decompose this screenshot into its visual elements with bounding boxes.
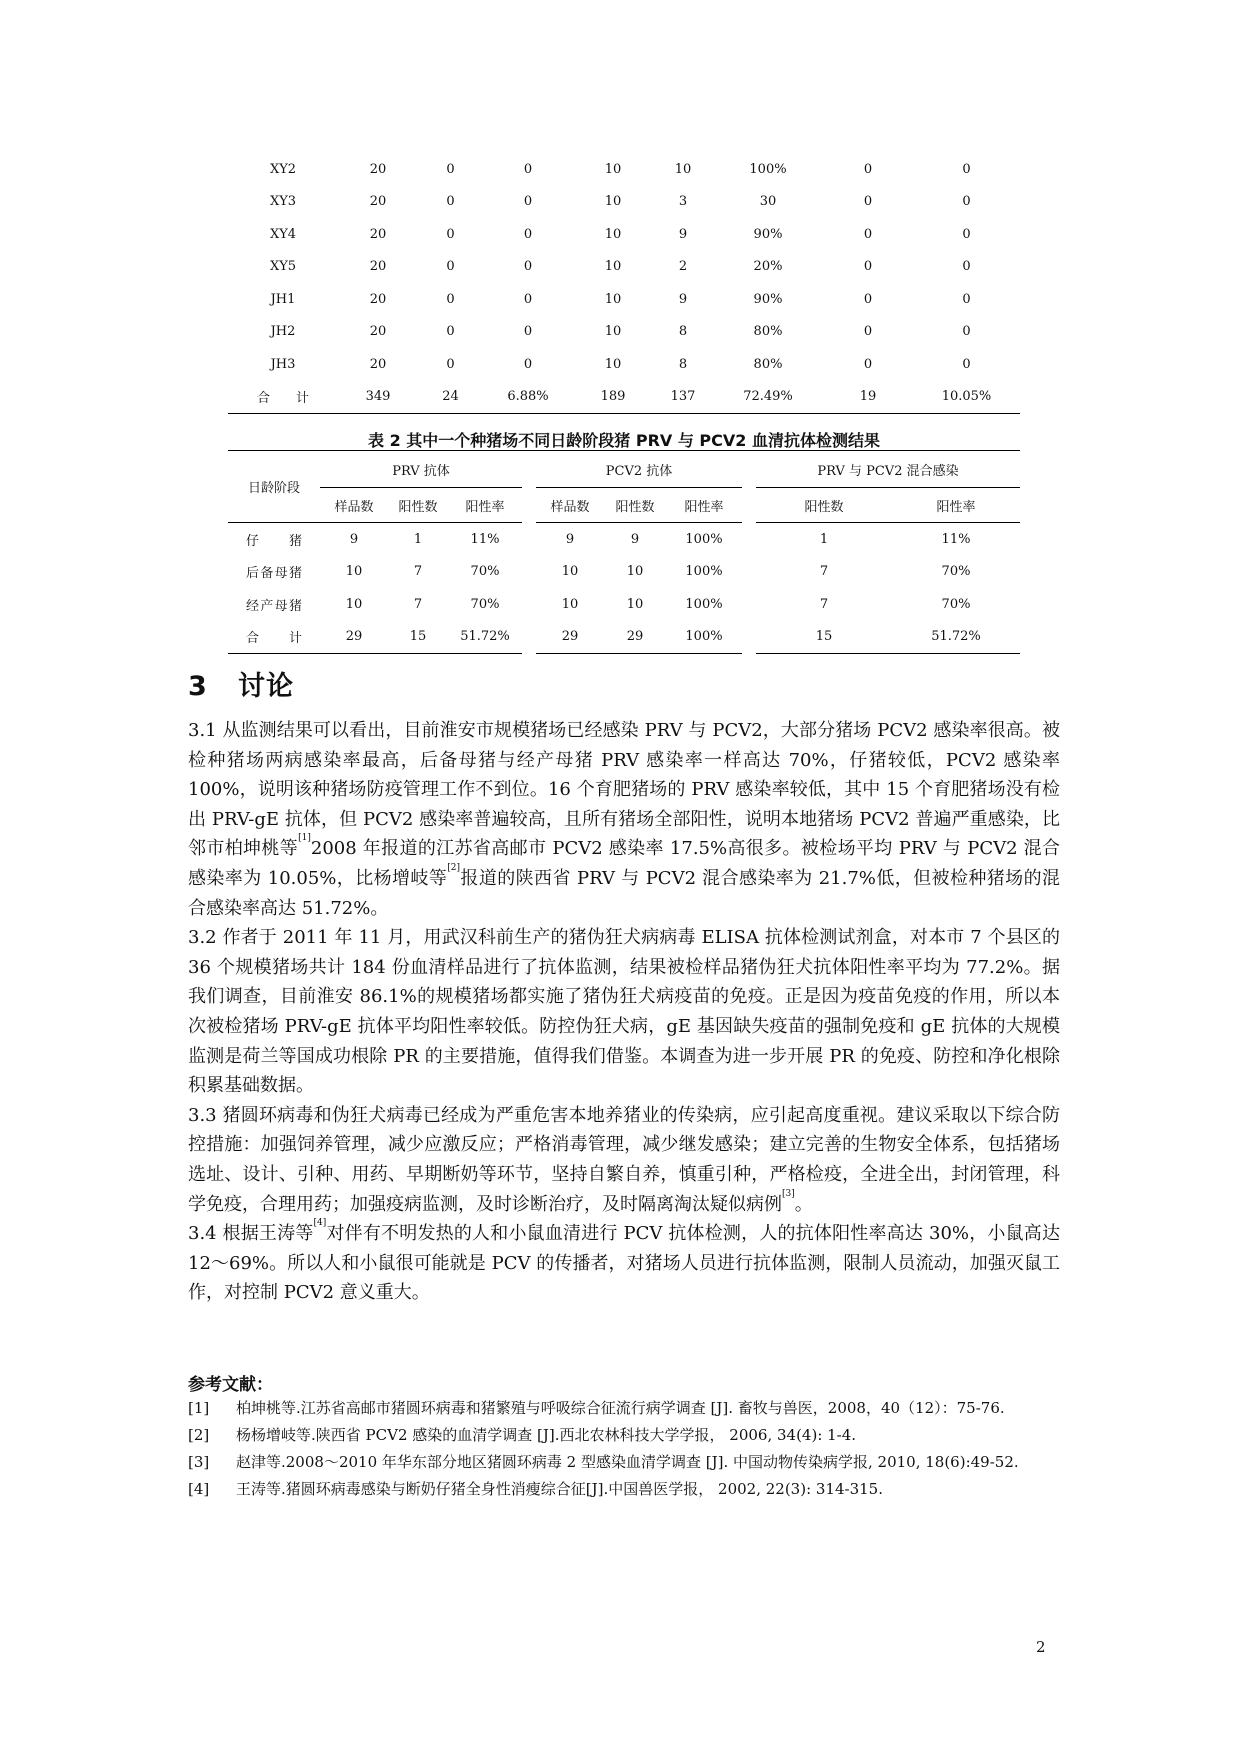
table2-cell: 15 bbox=[756, 621, 892, 654]
table2-cell: 70% bbox=[470, 596, 500, 612]
table1-farm-cell: XY3 bbox=[269, 194, 297, 210]
table2-stage-cell: 合计 bbox=[228, 621, 320, 654]
table2-cell: 29 bbox=[320, 621, 388, 654]
table2-subheader: 阳性数 bbox=[388, 488, 448, 523]
table2-stage-cell: 仔猪 bbox=[246, 533, 302, 549]
discussion-body bbox=[188, 716, 1060, 1308]
table1-cell: 20 bbox=[369, 291, 387, 307]
table2-row bbox=[228, 588, 1020, 621]
table2-cell: 7 bbox=[413, 596, 423, 612]
table2-cell: 10 bbox=[626, 596, 644, 612]
table1-cell: 10 bbox=[674, 161, 692, 177]
table1-cell: 100% bbox=[749, 161, 787, 177]
paragraph-3-1 bbox=[188, 716, 1060, 923]
reference-item bbox=[188, 1450, 1060, 1474]
table1-cell: 0 bbox=[446, 356, 455, 372]
table1-farm-cell: XY5 bbox=[269, 259, 297, 275]
reference-number: [3] bbox=[188, 1453, 210, 1471]
table2-subheader: 阳性数 bbox=[604, 488, 666, 523]
table2-row bbox=[228, 621, 1020, 654]
page-number: 2 bbox=[1036, 1638, 1046, 1656]
table1-row bbox=[228, 316, 1020, 349]
table2-cell: 7 bbox=[819, 564, 829, 580]
table1-cell: 6.88% bbox=[483, 381, 573, 414]
table1-cell: 3 bbox=[678, 194, 688, 210]
table2 bbox=[228, 450, 1020, 654]
table2-cell: 70% bbox=[470, 564, 500, 580]
table1-cell: 10 bbox=[604, 226, 622, 242]
table1-cell: 10 bbox=[604, 161, 622, 177]
table1-farm-cell: JH3 bbox=[270, 356, 296, 372]
table1-cell: 80% bbox=[753, 324, 783, 340]
table1-cell: 0 bbox=[863, 324, 873, 340]
paragraph-text: 。 bbox=[794, 1193, 813, 1215]
table1-row bbox=[228, 283, 1020, 316]
table2-cell: 10 bbox=[626, 564, 644, 580]
table1-cell: 0 bbox=[446, 226, 455, 242]
table1-cell: 72.49% bbox=[713, 381, 823, 414]
table2-cell: 70% bbox=[941, 596, 971, 612]
citation-ref: [4] bbox=[313, 1218, 327, 1229]
table2-cell: 10 bbox=[345, 564, 363, 580]
table1-cell: 9 bbox=[678, 226, 688, 242]
table1-cell: 137 bbox=[653, 381, 713, 414]
table2-subheader: 阳性率 bbox=[448, 488, 522, 523]
table1-cell: 10 bbox=[604, 259, 622, 275]
table1-cell: 0 bbox=[962, 226, 971, 242]
table2-cell: 11% bbox=[941, 531, 971, 547]
table1-farm-cell: JH2 bbox=[270, 324, 296, 340]
table1-cell: 2 bbox=[678, 259, 688, 275]
table2-stage-cell: 后备母猪 bbox=[246, 566, 302, 582]
table2-cell: 10 bbox=[345, 596, 363, 612]
table1-cell: 0 bbox=[962, 194, 971, 210]
table2-cell: 7 bbox=[819, 596, 829, 612]
reference-number: [4] bbox=[188, 1480, 210, 1498]
section-number: 3 bbox=[188, 671, 208, 702]
paragraph-text: 3.3 猪圆环病毒和伪狂犬病毒已经成为严重危害本地养猪业的传染病，应引起高度重视。建议采取以下综合防控措施：加强饲养管理，减少应激反应；严格消毒管理，减少继发感染；建立完善的生物安全体系，包括猪场选址、设计、引种、用药、早期断奶等环节，坚持自繁自养，慎重引种，严格检疫，全进全出，封闭管理，科学免疫，合理用药；加强疫病监测，及时诊断治疗，及时隔离淘汰疑似病例 bbox=[188, 1104, 1060, 1215]
section-title: 讨论 bbox=[238, 671, 294, 702]
references-list bbox=[188, 1396, 1060, 1504]
table1-cell: 0 bbox=[962, 161, 971, 177]
reference-text: 王涛等.猪圆环病毒感染与断奶仔猪全身性消瘦综合征[J].中国兽医学报， 2002, 22(3): 314-315. bbox=[236, 1480, 883, 1498]
table1-cell: 0 bbox=[863, 194, 873, 210]
table1-cell: 8 bbox=[678, 324, 688, 340]
table1-cell: 8 bbox=[678, 356, 688, 372]
table1-cell: 10 bbox=[604, 194, 622, 210]
reference-text: 杨杨增岐等.陕西省 PCV2 感染的血清学调查 [J].西北农林科技大学学报， 2006, 34(4): 1-4. bbox=[236, 1426, 857, 1444]
table2-cell: 15 bbox=[388, 621, 448, 654]
reference-item bbox=[188, 1396, 1060, 1420]
table2-stage-header: 日龄阶段 bbox=[228, 451, 320, 523]
table1-cell: 0 bbox=[523, 161, 533, 177]
table1-row bbox=[228, 381, 1020, 414]
table2-subheader: 样品数 bbox=[320, 488, 388, 523]
table1-cell: 0 bbox=[523, 259, 533, 275]
table1-cell: 10.05% bbox=[913, 381, 1020, 414]
table1-cell: 20 bbox=[369, 356, 387, 372]
table2-cell: 9 bbox=[349, 531, 359, 547]
table1-cell: 80% bbox=[753, 356, 783, 372]
paragraph-3-3 bbox=[188, 1101, 1060, 1219]
citation-ref: [3] bbox=[782, 1188, 795, 1199]
table1-continuation bbox=[228, 153, 1020, 414]
table1-cell: 0 bbox=[446, 194, 455, 210]
paragraph-text: 对伴有不明发热的人和小鼠血清进行 PCV 抗体检测，人的抗体阳性率高达 30%，小鼠高达 12～69%。所以人和小鼠很可能就是 PCV 的传播者，对猪场人员进行抗体监测，限制人员流动，加强灭鼠工作，对控制 PCV2 意义重大。 bbox=[188, 1223, 1060, 1304]
table1 bbox=[228, 153, 1020, 414]
table2-cell: 29 bbox=[536, 621, 604, 654]
table1-farm-cell: XY4 bbox=[269, 226, 297, 242]
table1-row bbox=[228, 186, 1020, 219]
table2-cell: 9 bbox=[565, 531, 575, 547]
table1-cell: 0 bbox=[446, 324, 455, 340]
table2-group-prv: PRV 抗体 bbox=[320, 451, 522, 488]
reference-number: [2] bbox=[188, 1426, 210, 1444]
table1-cell: 0 bbox=[446, 259, 455, 275]
table1-cell: 0 bbox=[523, 226, 533, 242]
table2-cell: 29 bbox=[604, 621, 666, 654]
table2-row bbox=[228, 523, 1020, 556]
table2-group-pcv2: PCV2 抗体 bbox=[536, 451, 742, 488]
table1-cell: 0 bbox=[523, 291, 533, 307]
paragraph-text: 报道的陕西省 PRV 与 PCV2 混合感染率为 21.7%低，但被检种猪场的混合感染率高达 51.72%。 bbox=[188, 867, 1060, 919]
table1-cell: 20 bbox=[369, 194, 387, 210]
table1-cell: 30 bbox=[759, 194, 777, 210]
table1-cell: 0 bbox=[523, 324, 533, 340]
paragraph-text: 3.4 根据王涛等 bbox=[188, 1223, 314, 1245]
table1-cell: 20 bbox=[369, 161, 387, 177]
table2-cell: 1 bbox=[413, 531, 423, 547]
table2-subheader: 阳性率 bbox=[666, 488, 742, 523]
table1-cell: 0 bbox=[962, 324, 971, 340]
table2-subheader: 阳性率 bbox=[892, 488, 1020, 523]
table1-farm-cell: JH1 bbox=[270, 291, 296, 307]
table1-cell: 0 bbox=[863, 291, 873, 307]
table1-row bbox=[228, 153, 1020, 186]
table1-cell: 90% bbox=[753, 226, 783, 242]
table1-cell: 9 bbox=[678, 291, 688, 307]
table2-cell: 70% bbox=[941, 564, 971, 580]
table1-cell: 20 bbox=[369, 259, 387, 275]
paragraph-3-2: 3.2 作者于 2011 年 11 月，用武汉科前生产的猪伪狂犬病病毒 ELISA 抗体检测试剂盒，对本市 7 个县区的 36 个规模猪场共计 184 份血清样品进行了抗体监测，结果被检样品猪伪狂犬抗体阳性率平均为 77.2%。据我们调查，目前淮安 86.1%的规模猪场都实施了猪伪狂犬病疫苗的免疫。正是因为疫苗免疫的作用，所以本次被检猪场 PRV-gE 抗体平均阳性率较低。防控伪狂犬病，gE 基因缺失疫苗的强制免疫和 gE 抗体的大规模监测是荷兰等国成功根除 PR 的主要措施，值得我们借鉴。本调查为进一步开展 PR 的免疫、防控和净化根除积累基础数据。 bbox=[188, 927, 1060, 1097]
table2-grid bbox=[228, 450, 1020, 654]
table2-cell: 9 bbox=[630, 531, 640, 547]
table1-cell: 0 bbox=[523, 356, 533, 372]
table1-cell: 20 bbox=[369, 324, 387, 340]
table1-cell: 24 bbox=[418, 381, 483, 414]
table2-row bbox=[228, 556, 1020, 589]
references-title: 参考文献： bbox=[188, 1375, 273, 1395]
table2-cell: 7 bbox=[413, 564, 423, 580]
paragraph-text: 3.1 从监测结果可以看出，目前淮安市规模猪场已经感染 PRV 与 PCV2，大部分猪场 PCV2 感染率很高。被检种猪场两病感染率最高，后备母猪与经产母猪 PRV 感染率一样高达 70%，仔猪较低，PCV2 感染率 100%，说明该种猪场防疫管理工作不到位。16 个育肥猪场的 PRV 感染率较低，其中 15 个育肥猪场没有检出 PRV-gE 抗体，但 PCV2 感染率普遍较高，且所有猪场全部阳性，说明本地猪场 PCV2 普遍严重感染，比邻市柏坤桃等 bbox=[188, 720, 1060, 860]
section-heading bbox=[188, 664, 294, 703]
table1-cell: 90% bbox=[753, 291, 783, 307]
table2-stage-cell: 经产母猪 bbox=[246, 598, 302, 614]
reference-text: 赵津等.2008～2010 年华东部分地区猪圆环病毒 2 型感染血清学调查 [J]. 中国动物传染病学报, 2010, 18(6):49-52. bbox=[236, 1453, 1019, 1471]
table1-cell: 19 bbox=[823, 381, 913, 414]
table1-cell: 0 bbox=[962, 259, 971, 275]
table1-cell: 0 bbox=[523, 194, 533, 210]
citation-ref: [2] bbox=[447, 862, 461, 873]
table2-cell: 100% bbox=[685, 564, 723, 580]
table1-cell: 0 bbox=[446, 161, 455, 177]
table2-cell: 11% bbox=[470, 531, 500, 547]
table1-cell: 189 bbox=[573, 381, 653, 414]
table1-cell: 0 bbox=[863, 259, 873, 275]
table1-cell: 10 bbox=[604, 291, 622, 307]
table2-subheader: 阳性数 bbox=[756, 488, 892, 523]
table1-cell: 0 bbox=[863, 226, 873, 242]
table1-cell: 0 bbox=[962, 356, 971, 372]
citation-ref: [1] bbox=[298, 833, 311, 844]
paragraph-3-4 bbox=[188, 1219, 1060, 1308]
table1-cell: 0 bbox=[446, 291, 455, 307]
table2-cell: 10 bbox=[561, 596, 579, 612]
table1-farm-cell: XY2 bbox=[269, 161, 297, 177]
reference-text: 柏坤桃等.江苏省高邮市猪圆环病毒和猪繁殖与呼吸综合征流行病学调查 [J]. 畜牧与兽医，2008，40（12）：75-76. bbox=[236, 1399, 1005, 1417]
table1-cell: 10 bbox=[604, 356, 622, 372]
table1-cell: 20 bbox=[369, 226, 387, 242]
table1-cell: 0 bbox=[863, 161, 873, 177]
table1-cell: 20% bbox=[753, 259, 783, 275]
table2-cell: 51.72% bbox=[892, 621, 1020, 654]
table2-caption: 表 2 其中一个种猪场不同日龄阶段猪 PRV 与 PCV2 血清抗体检测结果 bbox=[368, 431, 880, 450]
table2-cell: 100% bbox=[685, 596, 723, 612]
table2-cell: 51.72% bbox=[448, 621, 522, 654]
table2-cell: 1 bbox=[819, 531, 829, 547]
table2-subheader: 样品数 bbox=[536, 488, 604, 523]
paragraph-text: 2008 年报道的江苏省高邮市 PCV2 感染率 17.5%高很多。被检场平均 PRV 与 PCV2 混合感染率为 10.05%，比杨增岐等 bbox=[188, 838, 1061, 889]
table1-cell: 0 bbox=[962, 291, 971, 307]
table2-cell: 100% bbox=[666, 621, 742, 654]
table1-row bbox=[228, 251, 1020, 284]
reference-number: [1] bbox=[188, 1399, 210, 1417]
table2-cell: 100% bbox=[685, 531, 723, 547]
table1-row bbox=[228, 348, 1020, 381]
table1-cell: 0 bbox=[863, 356, 873, 372]
reference-item bbox=[188, 1477, 1060, 1501]
table2-cell: 10 bbox=[561, 564, 579, 580]
table1-cell: 349 bbox=[338, 381, 418, 414]
table1-cell: 10 bbox=[604, 324, 622, 340]
table1-row bbox=[228, 218, 1020, 251]
table1-farm-cell: 合 计 bbox=[228, 381, 338, 414]
reference-item bbox=[188, 1423, 1060, 1447]
table2-group-mixed: PRV 与 PCV2 混合感染 bbox=[756, 451, 1020, 488]
